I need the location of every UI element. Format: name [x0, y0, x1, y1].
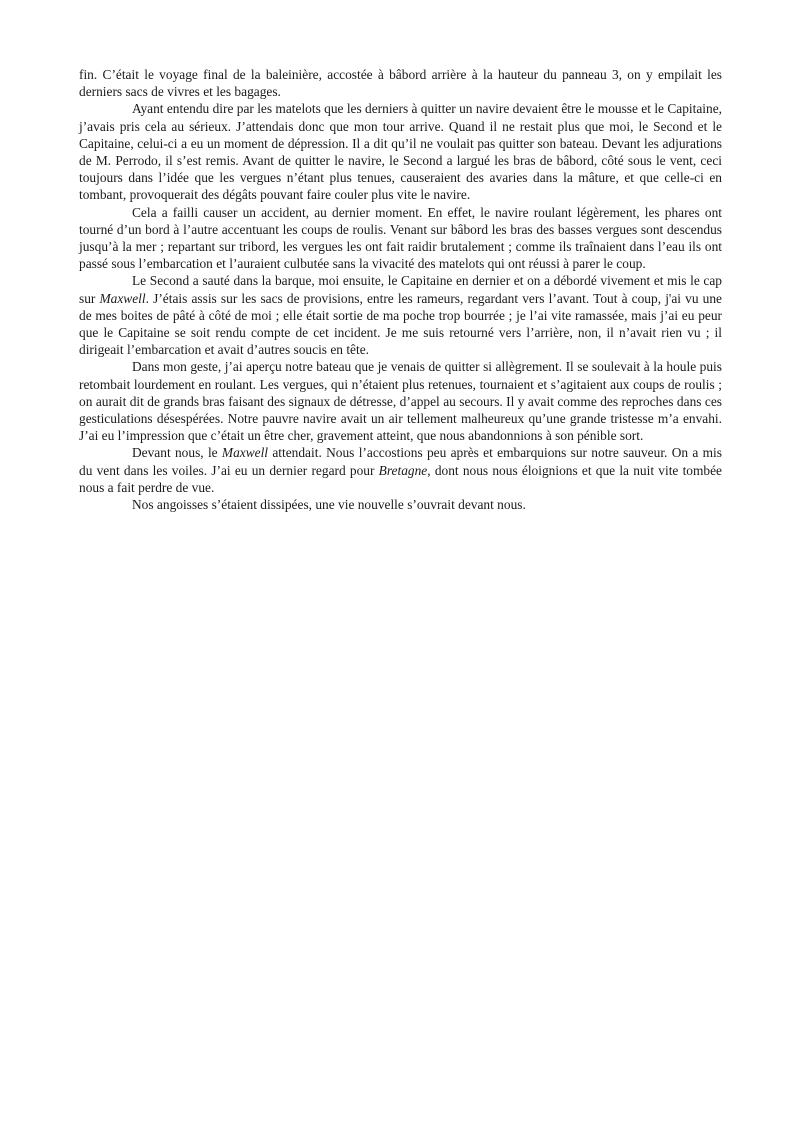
text-run: Nos angoisses s’étaient dissipées, une vie nouvelle s’ouvrait devant nous. [132, 497, 526, 513]
text-run: attendait. Nous l’accostions peu après et embarquions sur notre sauveur. On a mis du vent dans les voiles. J’ai eu un dernier regard pour [79, 445, 722, 478]
ship-name-maxwell: Maxwell [99, 290, 146, 306]
paragraph-5 [79, 358, 722, 444]
paragraph-4 [79, 272, 722, 358]
text-run: Cela a failli causer un accident, au dernier moment. En effet, le navire roulant légèrement, les phares ont tourné d’un bord à l’autre accentuant les coups de roulis. Venant sur bâbord les bras des basses vergues sont descendus jusqu’à la mer ; repartant sur tribord, les vergues les ont fait raidir brutalement ; comme ils traînaient dans l’eau ils ont passé sous l’embarcation et l’auraient culbutée sans la vivacité des matelots qui ont réussi à parer le coup. [79, 204, 722, 272]
text-run: . J’étais assis sur les sacs de provisions, entre les rameurs, regardant vers l’avant. Tout à coup, j'ai vu une de mes boites de pâté à côté de moi ; elle était sortie de ma poche trop bourrée ; je l’ai vite ramassée, mais j’ai eu peur que le Capitaine se soit rendu compte de cet incident. Je me suis retourné vers l’arrière, non, il n’avait rien vu ; il dirigeait l’embarcation et avait d’autres soucis en tête. [79, 290, 722, 358]
text-run: Dans mon geste, j’ai aperçu notre bateau que je venais de quitter si allègrement. Il se soulevait à la houle puis retombait lourdement en roulant. Les vergues, qui n’étaient plus retenues, tournaient et s’agitaient aux coups de roulis ; on aurait dit de grands bras faisant des signaux de détresse, d’appel au secours. Il y avait comme des reproches dans ces gesticulations désespérées. Notre pauvre navire avait un air tellement malheureux qu’une grande tristesse m’a envahi. J’ai eu l’impression que c’était un être cher, gravement atteint, que nous abandonnions à son pénible sort. [79, 359, 722, 444]
ship-name-bretagne: Bretagne [378, 462, 428, 478]
text-run: Le Second a sauté dans la barque, moi ensuite, le Capitaine en dernier et on a débordé vivement et mis le cap sur [79, 273, 722, 306]
paragraph-1 [79, 66, 722, 100]
text-run: Ayant entendu dire par les matelots que les derniers à quitter un navire devaient être le mousse et le Capitaine, j’avais pris cela au sérieux. J’attendais donc que mon tour arrive. Quand il ne restait plus que moi, le Second et le Capitaine, celui-ci a eu un moment de dépression. Il a dit qu’il ne voulait pas quitter son bateau. Devant les adjurations de M. Perrodo, il s’est remis. Avant de quitter le navire, le Second a largué les bras de bâbord, côté sous le vent, ceci toujours dans l’idée que les vergues n’étant plus tenues, causeraient des avaries dans la mâture, et que celle-ci en tombant, provoquerait des dégâts pouvant faire couler plus vite le navire. [79, 101, 722, 203]
paragraph-6 [79, 444, 722, 496]
text-run: Devant nous, le [132, 445, 222, 461]
text-run: fin. C’était le voyage final de la baleinière, accostée à bâbord arrière à la hauteur du panneau 3, on y empilait les derniers sacs de vivres et les bagages. [79, 67, 722, 100]
paragraph-7 [79, 496, 722, 513]
ship-name-maxwell: Maxwell [221, 445, 269, 461]
paragraph-2 [79, 100, 722, 203]
text-run: , dont nous nous éloignions et que la nuit vite tombée nous a fait perdre de vue. [79, 462, 722, 495]
paragraph-3 [79, 204, 722, 273]
body-text [79, 66, 722, 513]
